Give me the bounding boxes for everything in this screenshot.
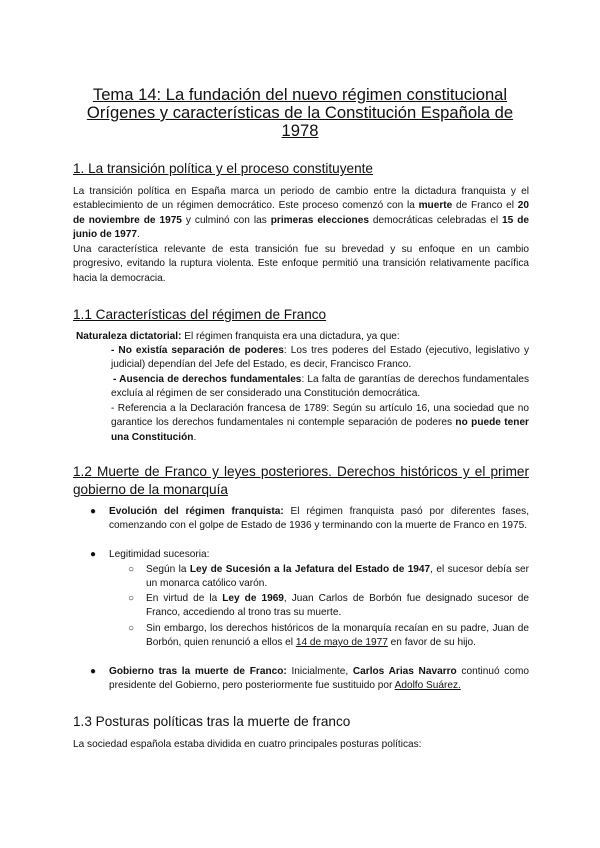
section-1-2-bullet-3: Gobierno tras la muerte de Franco: Inicialmente, Carlos Arias Navarro continuó como presidente del Gobierno, pero posteriormente fue sustituido por Adolfo Suárez. — [109, 666, 529, 692]
section-1-1-item-3: - Referencia a la Declaración francesa de 1789: Según su artículo 16, una sociedad que no garantice los derechos fundamentales ni contemple separación de poderes no puede tener una Constitución. — [111, 403, 529, 443]
bullet-dot-icon: ● — [90, 666, 97, 677]
bullet-circle-icon: ○ — [128, 623, 135, 634]
section-1-1-heading: 1.1 Características del régimen de Franco — [73, 307, 327, 322]
section-1-paragraph-2: Una característica relevante de esta transición fue su brevedad y su enfoque en un cambio progresivo, evitando la ruptura violenta. Este enfoque permitió una transición relativamente pacífica hacia la democracia. — [73, 244, 529, 284]
section-1-3-paragraph: La sociedad española estaba dividida en cuatro principales posturas políticas: — [73, 739, 422, 750]
section-1-2-heading-line-1: 1.2 Muerte de Franco y leyes posteriores. Derechos históricos y el primer — [73, 464, 529, 479]
section-1-2-heading-line-2: gobierno de la monarquía — [73, 482, 228, 497]
section-1-2-bullet-1: Evolución del régimen franquista: El régimen franquista pasó por diferentes fases, comenzando con el golpe de Estado de 1936 y terminando con la muerte de Franco en 1975. — [109, 506, 529, 532]
document-title: Tema 14: La fundación del nuevo régimen constitucional Orígenes y características de la Constitución Española de 1978 — [86, 85, 514, 140]
section-1-2-sub-bullet-2: En virtud de la Ley de 1969, Juan Carlos de Borbón fue designado sucesor de Franco, accediendo al trono tras su muerte. — [146, 593, 529, 619]
section-1-2-bullet-2: Legitimidad sucesoria: — [109, 549, 210, 560]
section-1-paragraph-1: La transición política en España marca un periodo de cambio entre la dictadura franquista y el establecimiento de un régimen democrático. Este proceso comenzó con la muerte de Franco el 20 de noviembre de 1975 y culminó con las primeras elecciones democráticas celebradas el 15 de junio de 1977. — [73, 186, 530, 240]
section-1-2-sub-bullet-3: Sin embargo, los derechos históricos de la monarquía recaían en su padre, Juan de Borbón, quien renunció a ellos el 14 de mayo de 1977 en favor de su hijo. — [146, 623, 529, 649]
section-1-1-item-2: - Ausencia de derechos fundamentales: La falta de garantías de derechos fundamentales excluía al régimen de ser considerado una Constitución democrática. — [111, 374, 529, 400]
bullet-dot-icon: ● — [90, 549, 97, 560]
section-1-1-item-1: - No existía separación de poderes: Los tres poderes del Estado (ejecutivo, legislativo y judicial) dependían del Jefe del Estado, es decir, Francisco Franco. — [111, 345, 529, 371]
section-1-heading: 1. La transición política y el proceso constituyente — [73, 161, 373, 176]
bullet-circle-icon: ○ — [128, 564, 135, 575]
section-1-2-sub-bullet-1: Según la Ley de Sucesión a la Jefatura del Estado de 1947, el sucesor debía ser un monarca católico varón. — [146, 564, 529, 590]
bullet-circle-icon: ○ — [128, 593, 135, 604]
section-1-1-intro: Naturaleza dictatorial: El régimen franquista era una dictadura, ya que: — [76, 331, 400, 342]
section-1-3-heading: 1.3 Posturas políticas tras la muerte de franco — [73, 714, 351, 729]
bullet-dot-icon: ● — [90, 506, 97, 517]
